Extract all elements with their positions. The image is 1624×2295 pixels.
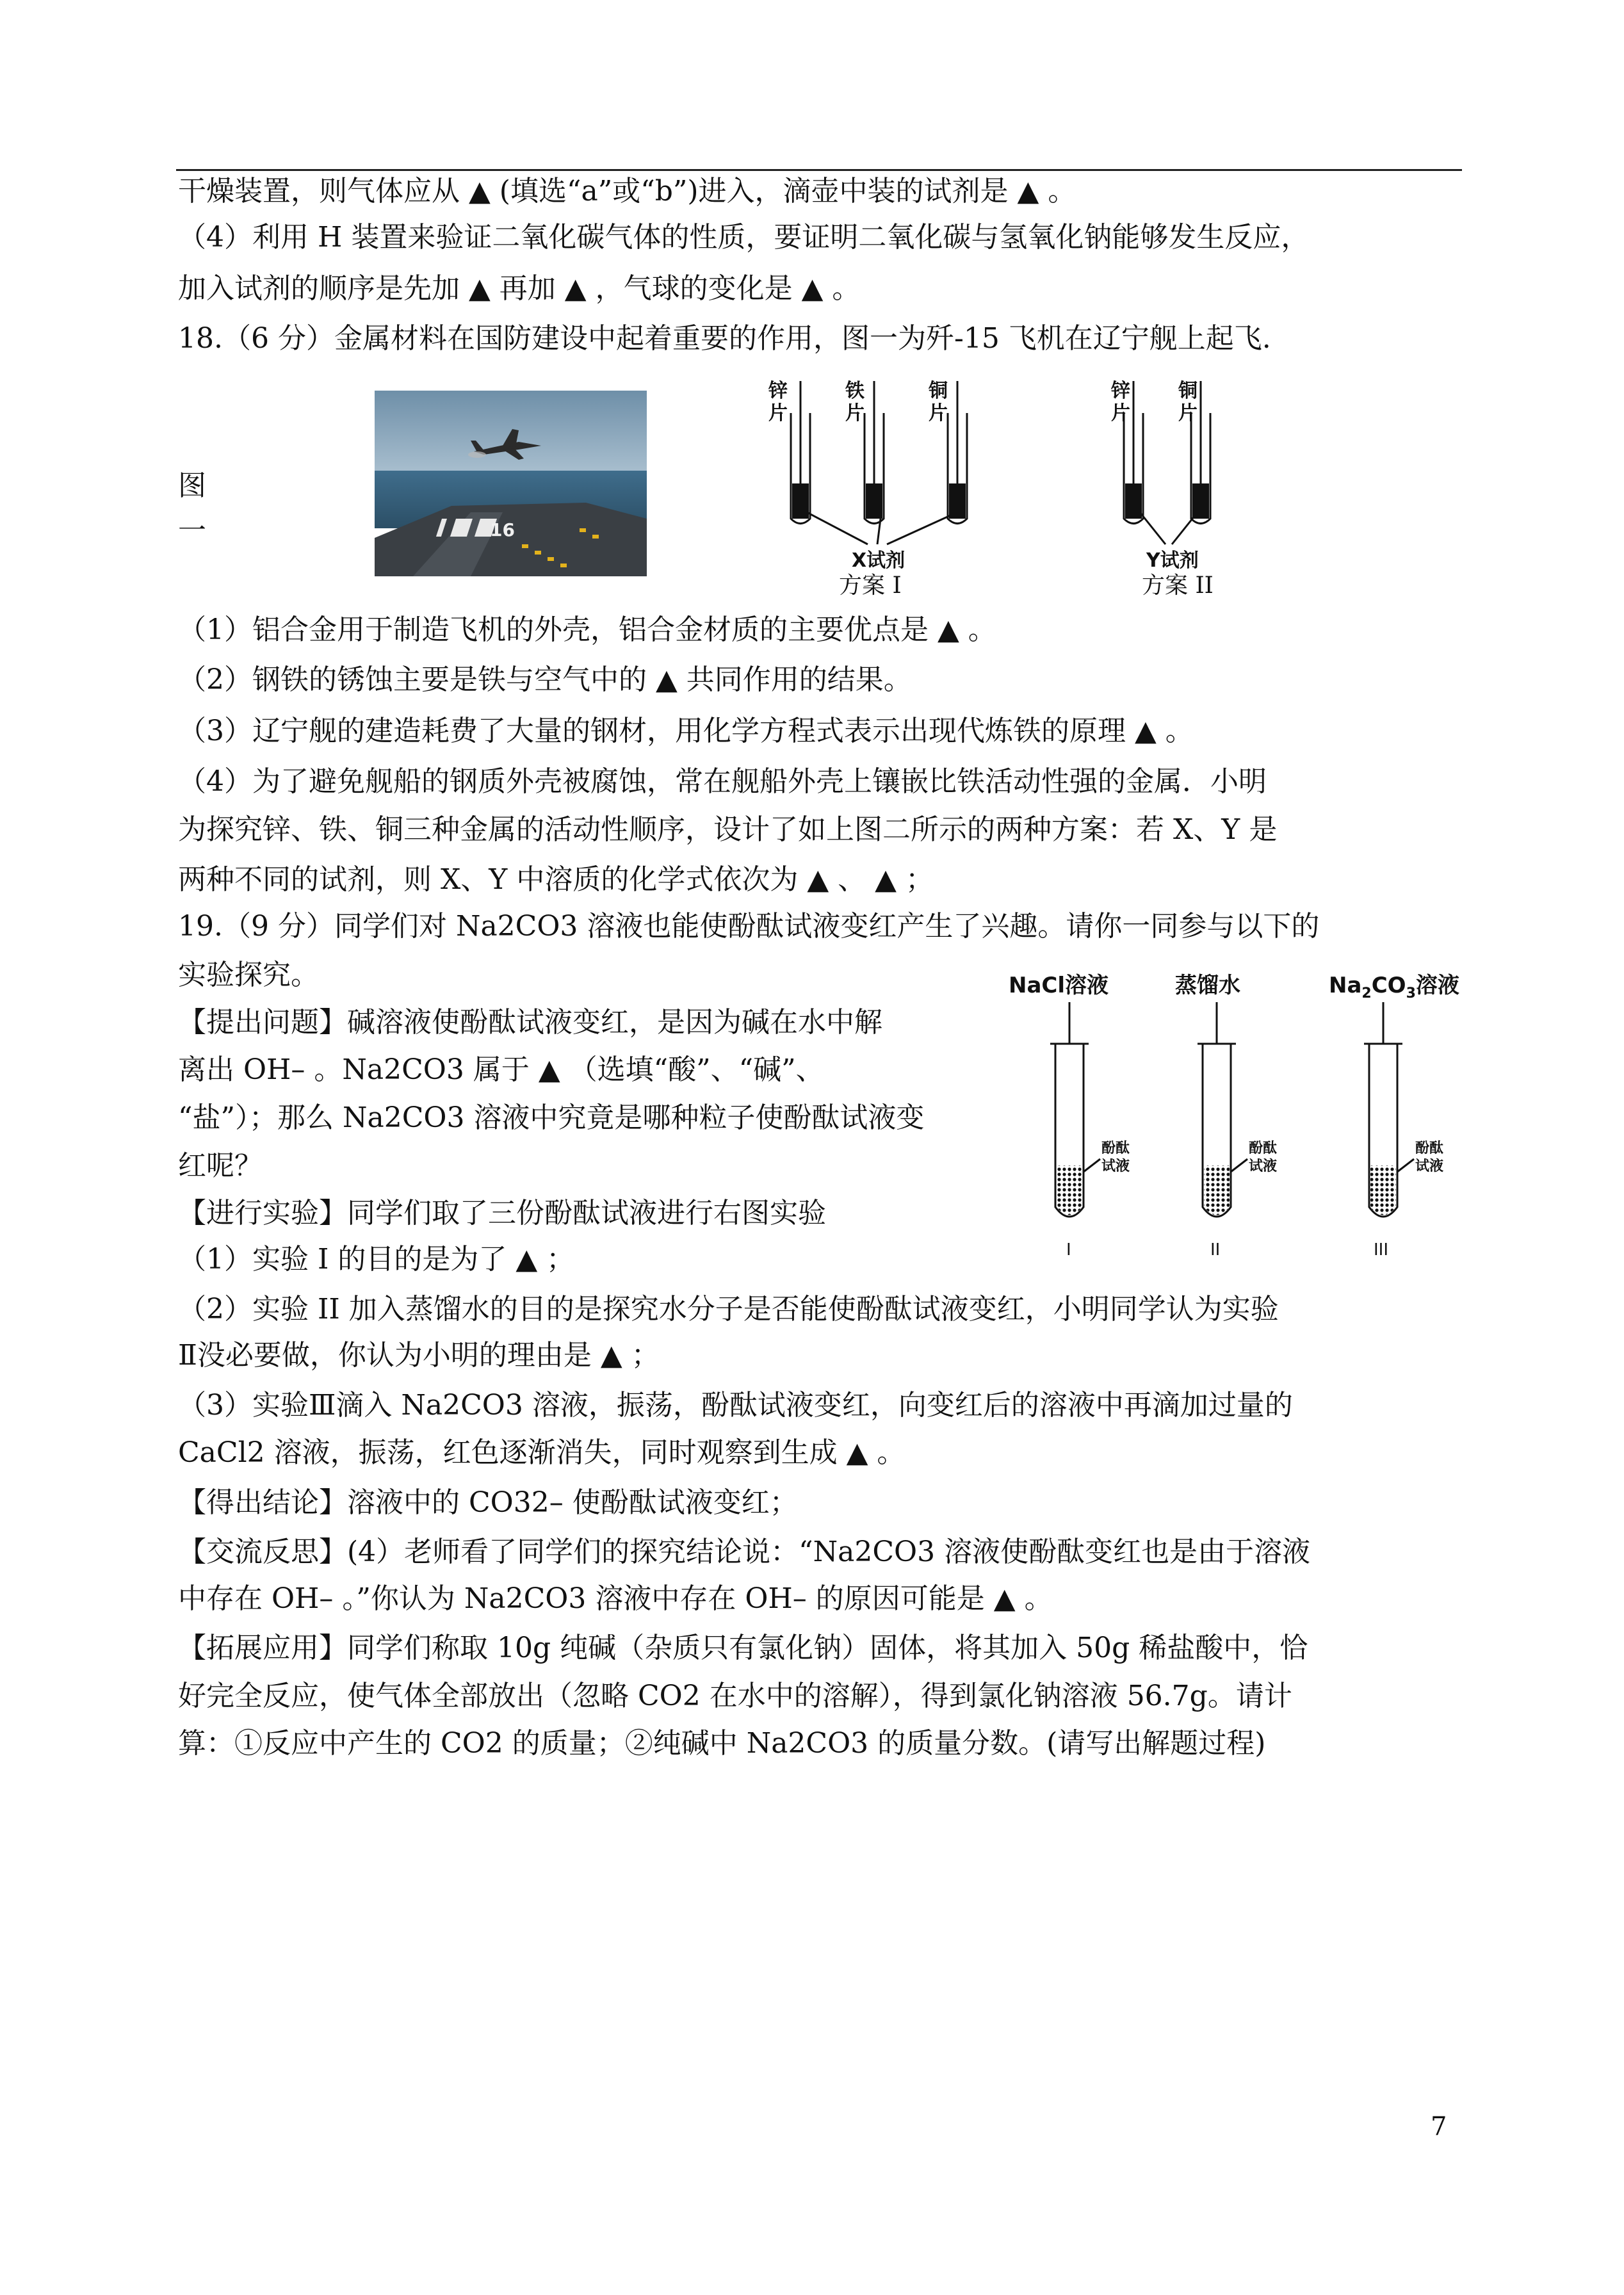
y-reagent-label: Y试剂 (1146, 549, 1199, 572)
text-line: 中存在 OH– 。”你认为 Na2CO3 溶液中存在 OH– 的原因可能是 ▲ 。 (178, 1582, 1053, 1615)
text-line: （4）利用 H 装置来验证二氧化碳气体的性质，要证明二氧化碳与氢氧化钠能够发生反应， (178, 221, 1310, 254)
question-19-title: 19.（9 分）同学们对 Na2CO3 溶液也能使酚酞试液变红产生了兴趣。请你一同参与以下的 (178, 910, 1320, 943)
text-line: 【提出问题】碱溶液使酚酞试液变红，是因为碱在水中解 (178, 1006, 882, 1039)
text-line: 两种不同的试剂，则 X、Y 中溶质的化学式依次为 ▲ 、 ▲ ； (178, 863, 934, 896)
figure1-label-bottom: 一 (178, 514, 206, 547)
text-line: 【拓展应用】同学们称取 10g 纯碱（杂质只有氯化钠）固体，将其加入 50g 稀盐酸中，恰 (178, 1632, 1308, 1664)
text-line: （3）辽宁舰的建造耗费了大量的钢材，用化学方程式表示出现代炼铁的原理 ▲ 。 (178, 715, 1194, 747)
text-line: （4）为了避免舰船的钢质外壳被腐蚀，常在舰船外壳上镶嵌比铁活动性强的金属．小明 (178, 765, 1267, 798)
text-line: （2）钢铁的锈蚀主要是铁与空气中的 ▲ 共同作用的结果。 (178, 663, 912, 696)
zinc-label: 锌 (768, 380, 788, 402)
svg-text:酚酞: 酚酞 (1249, 1140, 1278, 1156)
text-line: 好完全反应，使气体全部放出（忽略 CO2 在水中的溶解），得到氯化钠溶液 56.7g。请计 (178, 1680, 1292, 1712)
question-18-title: 18.（6 分）金属材料在国防建设中起着重要的作用，图一为歼-15 飞机在辽宁舰上起飞. (178, 322, 1271, 355)
text-line: 为探究锌、铁、铜三种金属的活动性顺序，设计了如上图二所示的两种方案：若 X、Y 是 (178, 813, 1278, 846)
svg-text:试液: 试液 (1101, 1158, 1130, 1174)
tube2-roman: II (1210, 1240, 1221, 1260)
text-line: 算：①反应中产生的 CO2 的质量；②纯碱中 Na2CO3 的质量分数。(请写出解题过程) (178, 1727, 1266, 1760)
text-line: 加入试剂的顺序是先加 ▲ 再加 ▲ ，气球的变化是 ▲ 。 (178, 272, 861, 305)
x-reagent-label: X试剂 (852, 549, 905, 572)
svg-text:片: 片 (1111, 402, 1130, 425)
tube1-label: NaCl溶液 (1009, 973, 1109, 998)
svg-text:酚酞: 酚酞 (1101, 1140, 1130, 1156)
tube2-label: 蒸馏水 (1175, 973, 1240, 998)
page-number: 7 (1431, 2112, 1447, 2141)
plan1-caption: 方案 I (839, 572, 902, 599)
svg-text:酚酞: 酚酞 (1415, 1140, 1444, 1156)
tube1-roman: I (1066, 1240, 1071, 1260)
text-line: Ⅱ没必要做，你认为小明的理由是 ▲ ； (178, 1339, 660, 1372)
text-line: 【得出结论】溶液中的 CO32– 使酚酞试液变红； (178, 1486, 798, 1519)
figure1-label-top: 图 (178, 469, 206, 502)
svg-text:片: 片 (929, 402, 948, 425)
text-line: 【进行实验】同学们取了三份酚酞试液进行右图实验 (178, 1197, 826, 1229)
svg-text:片: 片 (768, 402, 788, 425)
plan2-caption: 方案 II (1142, 572, 1214, 599)
phenolphthalein-apparatus (1005, 967, 1479, 1261)
text-line: 实验探究。 (178, 959, 319, 991)
zinc-label-2: 锌 (1111, 380, 1130, 402)
text-line: 离出 OH– 。Na2CO3 属于 ▲ （选填“酸”、“碱”、 (178, 1053, 824, 1086)
text-line: 干燥装置，则气体应从 ▲ (填选“a”或“b”)进入，滴壶中装的试剂是 ▲ 。 (178, 175, 1076, 207)
svg-text:试液: 试液 (1415, 1158, 1444, 1174)
text-line: “盐”）；那么 Na2CO3 溶液中究竟是哪种粒子使酚酞试液变 (178, 1101, 925, 1134)
tube3-label: $Na_2CO_3$溶液 (1329, 973, 1459, 1002)
copper-label: 铜 (929, 380, 948, 402)
svg-text:试液: 试液 (1249, 1158, 1278, 1174)
text-line: 红呢？ (178, 1149, 263, 1182)
jet-takeoff-photo (375, 391, 647, 576)
svg-text:片: 片 (845, 402, 865, 425)
header-rule (176, 169, 1462, 171)
metal-activity-apparatus (756, 375, 1242, 605)
iron-label: 铁 (845, 380, 865, 402)
text-line: 【交流反思】(4）老师看了同学们的探究结论说：“Na2CO3 溶液使酚酞变红也是由于溶液 (178, 1536, 1311, 1568)
copper-label-2: 铜 (1178, 380, 1198, 402)
text-line: （1）铝合金用于制造飞机的外壳，铝合金材质的主要优点是 ▲ 。 (178, 613, 996, 646)
text-line: （2）实验 II 加入蒸馏水的目的是探究水分子是否能使酚酞试液变红，小明同学认为实验 (178, 1293, 1279, 1326)
svg-text:片: 片 (1178, 402, 1198, 425)
text-line: CaCl2 溶液，振荡，红色逐渐消失，同时观察到生成 ▲ 。 (178, 1436, 905, 1469)
tube3-roman: III (1374, 1240, 1389, 1260)
text-line: （3）实验Ⅲ滴入 Na2CO3 溶液，振荡，酚酞试液变红，向变红后的溶液中再滴加过量的 (178, 1389, 1293, 1422)
deck-number: 16 (490, 519, 515, 540)
text-line: （1）实验 I 的目的是为了 ▲ ； (178, 1243, 575, 1276)
